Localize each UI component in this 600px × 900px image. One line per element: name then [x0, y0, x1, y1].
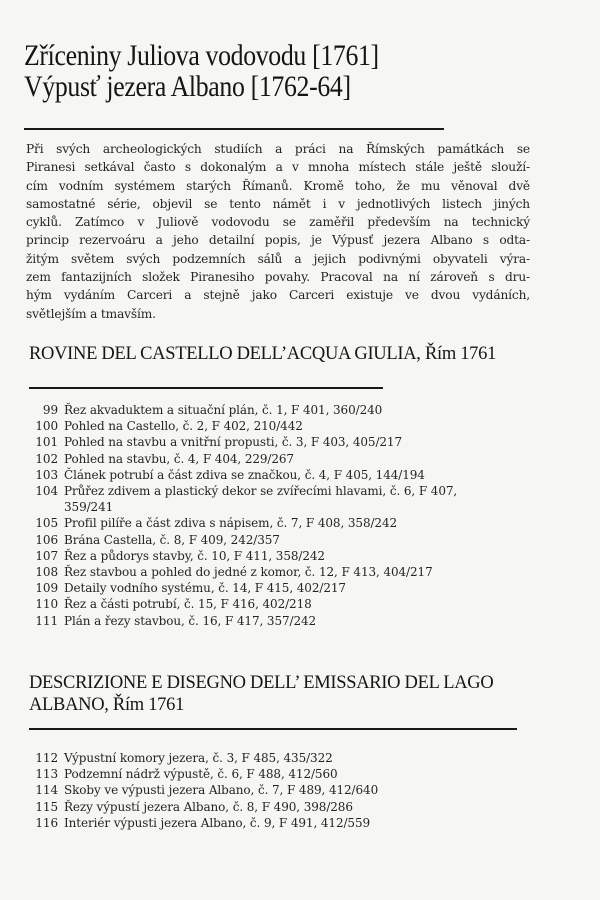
item-number: 107	[35, 548, 58, 563]
intro-line: Piranesi setkával často s dokonalým a v mnoha místech stále ještě slouží-	[26, 160, 530, 175]
item-number: 102	[35, 451, 58, 466]
catalog-item	[26, 580, 566, 596]
item-number: 109	[35, 581, 58, 596]
catalog-item	[26, 815, 566, 831]
intro-line: světlejším a tmavším.	[26, 306, 156, 321]
section-heading-line: ALBANO, Řím 1761	[29, 695, 185, 715]
section-heading-acqua-giulia	[29, 343, 549, 365]
section-heading-emissario	[29, 672, 549, 716]
catalog-item	[26, 766, 566, 782]
section-divider	[29, 387, 383, 389]
item-text: Průřez zdivem a plastický dekor se zvířecími hlavami, č. 6, F 407,	[64, 484, 458, 499]
catalog-item	[26, 402, 566, 418]
item-continuation: 359/241	[64, 500, 114, 515]
intro-line: žitým světem svých podzemních sálů a jejich podivnými obyvateli výra-	[26, 251, 530, 266]
intro-line: princip rezervoáru a jeho detailní popis, je Výpusť jezera Albano s odta-	[26, 233, 530, 248]
intro-line: samostatné série, objevil se tento námět i v jednotlivých listech jiných	[26, 196, 530, 211]
item-text: Pohled na stavbu a vnitřní propusti, č. 3, F 403, 405/217	[64, 435, 403, 450]
item-number: 104	[35, 484, 58, 499]
item-number: 105	[35, 516, 58, 531]
catalog-list-emissario	[26, 750, 566, 831]
catalog-item	[26, 483, 566, 499]
item-number: 101	[35, 435, 58, 450]
intro-line: hým vydáním Carceri a stejně jako Carceri existuje ve dvou vydáních,	[26, 288, 530, 303]
catalog-item	[26, 548, 566, 564]
item-number: 111	[35, 613, 58, 628]
item-number: 114	[35, 783, 58, 798]
item-number: 100	[35, 419, 58, 434]
catalog-item	[26, 564, 566, 580]
catalog-item	[26, 451, 566, 467]
item-text: Řez a půdorys stavby, č. 10, F 411, 358/242	[64, 548, 325, 563]
catalog-item	[26, 613, 566, 629]
item-number: 103	[35, 467, 58, 482]
item-text: Článek potrubí a část zdiva se značkou, č. 4, F 405, 144/194	[64, 467, 425, 482]
item-text: Detaily vodního systému, č. 14, F 415, 402/217	[64, 581, 346, 596]
item-number: 108	[35, 565, 58, 580]
page-title	[24, 40, 437, 102]
item-text: Skoby ve výpusti jezera Albano, č. 7, F 489, 412/640	[64, 783, 379, 798]
item-text: Podzemní nádrž výpustě, č. 6, F 488, 412/560	[64, 767, 338, 782]
item-number: 116	[35, 815, 58, 830]
intro-line: cím vodním systémem starých Římanů. Kromě toho, že mu věnoval dvě	[26, 178, 530, 193]
item-text: Plán a řezy stavbou, č. 16, F 417, 357/242	[64, 613, 317, 628]
intro-paragraph	[26, 140, 530, 323]
title-line-1: Zříceniny Juliova vodovodu [1761]	[24, 39, 379, 72]
item-text: Profil pilíře a část zdiva s nápisem, č. 7, F 408, 358/242	[64, 516, 398, 531]
intro-line: Při svých archeologických studiích a práci na Římských památkách se	[26, 142, 530, 156]
intro-line: zem fantazijních složek Piranesiho povahy. Pracoval na ní zároveň s dru-	[26, 270, 530, 285]
catalog-item	[26, 515, 566, 531]
title-line-2: Výpusť jezera Albano [1762-64]	[24, 70, 351, 103]
catalog-item	[26, 596, 566, 612]
item-text: Řez a části potrubí, č. 15, F 416, 402/218	[64, 597, 312, 612]
item-text: Řezy výpustí jezera Albano, č. 8, F 490, 398/286	[64, 799, 353, 814]
catalog-item	[26, 418, 566, 434]
item-text: Řez akvaduktem a situační plán, č. 1, F 401, 360/240	[64, 403, 383, 417]
catalog-item	[26, 750, 566, 766]
item-text: Řez stavbou a pohled do jedné z komor, č. 12, F 413, 404/217	[64, 565, 433, 580]
section-heading-line: ROVINE DEL CASTELLO DELL’ACQUA GIULIA, Řím 1761	[29, 344, 497, 364]
item-text: Brána Castella, č. 8, F 409, 242/357	[64, 532, 280, 547]
item-number: 106	[35, 532, 58, 547]
intro-line: cyklů. Zatímco v Juliově vodovodu se zaměřil především na technický	[26, 215, 530, 230]
item-text: Pohled na stavbu, č. 4, F 404, 229/267	[64, 451, 294, 466]
item-number: 113	[35, 767, 58, 782]
item-text: Výpustní komory jezera, č. 3, F 485, 435/322	[64, 751, 333, 765]
catalog-item	[26, 799, 566, 815]
catalog-item	[26, 782, 566, 798]
catalog-list-acqua-giulia	[26, 402, 566, 629]
catalog-item	[26, 532, 566, 548]
catalog-item	[26, 467, 566, 483]
section-divider	[29, 728, 517, 730]
title-divider	[24, 128, 444, 130]
section-heading-line: DESCRIZIONE E DISEGNO DELL’ EMISSARIO DEL LAGO	[29, 673, 494, 693]
item-text: Interiér výpusti jezera Albano, č. 9, F 491, 412/559	[64, 815, 371, 830]
item-number: 115	[35, 799, 58, 814]
item-number: 112	[35, 751, 58, 765]
item-number: 99	[42, 403, 58, 417]
item-text: Pohled na Castello, č. 2, F 402, 210/442	[64, 419, 303, 434]
item-number: 110	[35, 597, 58, 612]
catalog-item	[26, 434, 566, 450]
